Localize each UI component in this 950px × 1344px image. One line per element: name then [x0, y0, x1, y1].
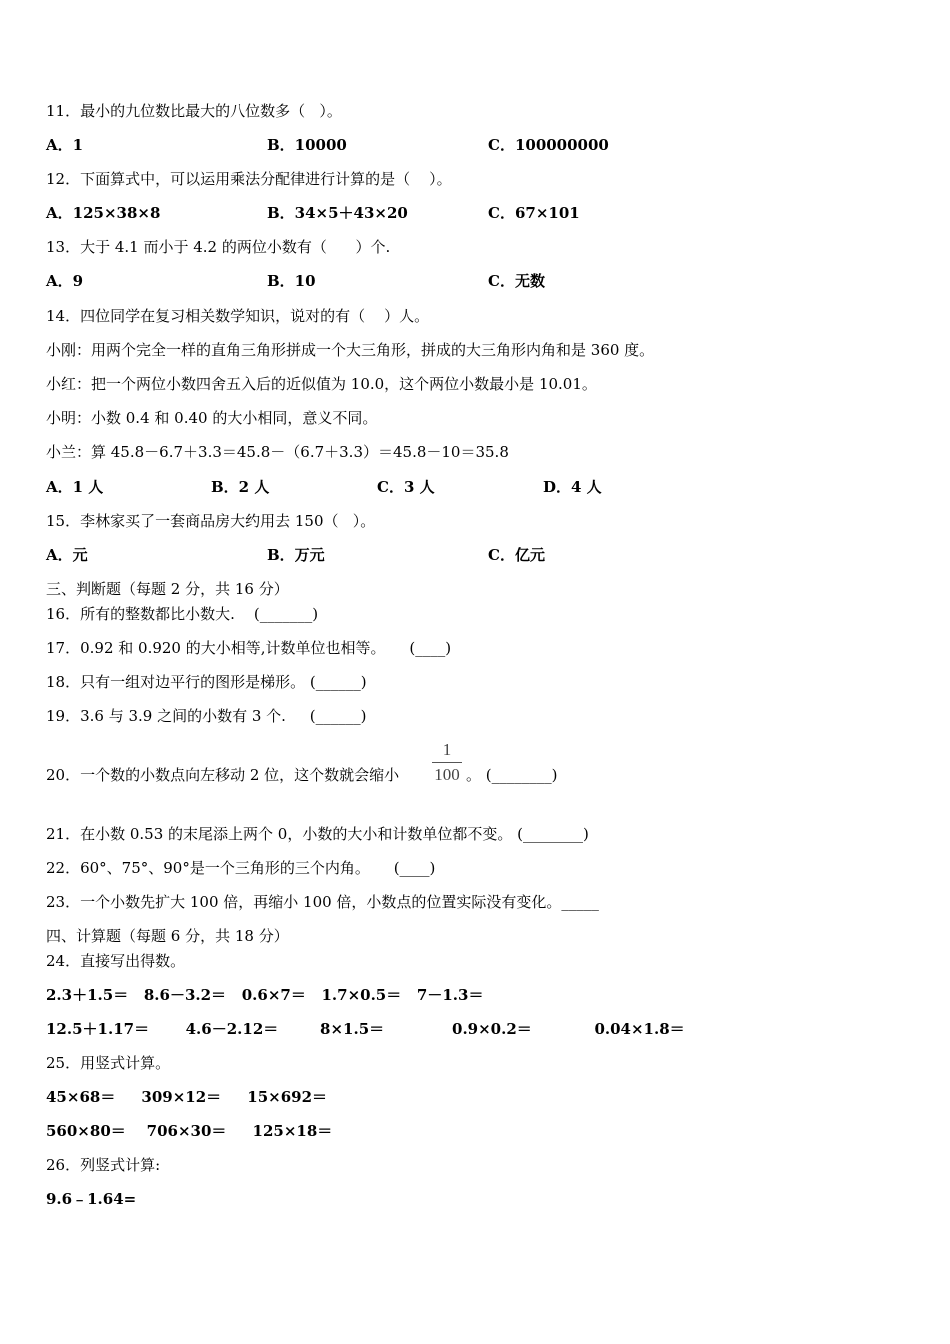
q24-stem: 24．直接写出得数。	[46, 952, 186, 970]
q20-statement-after: 。 (________)	[466, 766, 558, 784]
q15-option-a[interactable]: A．元	[46, 546, 88, 564]
q13-option-b[interactable]: B．10	[267, 272, 316, 290]
q12-option-a[interactable]: A．125×38×8	[46, 204, 161, 222]
section-3-heading: 三、判断题（每题 2 分，共 16 分）	[46, 580, 289, 598]
q13-stem: 13．大于 4.1 而小于 4.2 的两位小数有（ ）个.	[46, 238, 391, 256]
q14-option-d[interactable]: D．4 人	[543, 478, 602, 496]
q24-row-1: 2.3＋1.5＝ 8.6－3.2＝ 0.6×7＝ 1.7×0.5＝ 7－1.3＝	[46, 986, 484, 1004]
section-4-heading: 四、计算题（每题 6 分，共 18 分）	[46, 927, 289, 945]
q20-fraction	[432, 740, 462, 785]
q19-statement: 19．3.6 与 3.9 之间的小数有 3 个. (______)	[46, 707, 367, 725]
q12-stem: 12．下面算式中，可以运用乘法分配律进行计算的是（ ）。	[46, 170, 452, 188]
q20-fraction-bar	[432, 762, 462, 763]
q11-option-b[interactable]: B．10000	[267, 136, 347, 154]
q25-row-1: 45×68＝ 309×12＝ 15×692＝	[46, 1088, 328, 1106]
q15-option-b[interactable]: B．万元	[267, 546, 325, 564]
q12-option-c[interactable]: C．67×101	[488, 204, 580, 222]
q14-statement-xiaoming: 小明：小数 0.4 和 0.40 的大小相同，意义不同。	[46, 409, 378, 427]
q23-statement: 23．一个小数先扩大 100 倍，再缩小 100 倍，小数点的位置实际没有变化。_____	[46, 893, 599, 911]
q18-statement: 18．只有一组对边平行的图形是梯形。 (______)	[46, 673, 367, 691]
q13-option-a[interactable]: A．9	[46, 272, 84, 290]
q24-row-2: 12.5＋1.17＝ 4.6－2.12＝ 8×1.5＝ 0.9×0.2＝ 0.04×1.8＝	[46, 1020, 685, 1038]
q25-stem: 25．用竖式计算。	[46, 1054, 171, 1072]
q14-option-c[interactable]: C．3 人	[377, 478, 435, 496]
q14-option-b[interactable]: B．2 人	[211, 478, 270, 496]
q12-option-b[interactable]: B．34×5＋43×20	[267, 204, 408, 222]
q21-statement: 21．在小数 0.53 的末尾添上两个 0，小数的大小和计数单位都不变。 (________)	[46, 825, 589, 843]
q26-stem: 26．列竖式计算:	[46, 1156, 161, 1174]
q11-option-c[interactable]: C．100000000	[488, 136, 609, 154]
q20-fraction-denominator: 100	[434, 765, 460, 784]
q26-row-1: 9.6﹣1.64=	[46, 1190, 137, 1208]
q20-fraction-numerator: 1	[442, 740, 452, 759]
q20-statement-before: 20．一个数的小数点向左移动 2 位，这个数就会缩小	[46, 766, 400, 784]
q11-stem: 11．最小的九位数比最大的八位数多（ ）。	[46, 102, 342, 120]
q16-statement: 16．所有的整数都比小数大. (_______)	[46, 605, 319, 623]
q14-option-a[interactable]: A．1 人	[46, 478, 104, 496]
q14-statement-xiaohong: 小红：把一个两位小数四舍五入后的近似值为 10.0，这个两位小数最小是 10.01。	[46, 375, 597, 393]
q17-statement: 17．0.92 和 0.920 的大小相等,计数单位也相等。 (____)	[46, 639, 452, 657]
q15-option-c[interactable]: C．亿元	[488, 546, 545, 564]
q14-statement-xiaogang: 小刚：用两个完全一样的直角三角形拼成一个大三角形，拼成的大三角形内角和是 360 度。	[46, 341, 655, 359]
q25-row-2: 560×80＝ 706×30＝ 125×18＝	[46, 1122, 333, 1140]
q11-option-a[interactable]: A．1	[46, 136, 84, 154]
q22-statement: 22．60°、75°、90°是一个三角形的三个内角。 (____)	[46, 859, 436, 877]
q15-stem: 15．李林家买了一套商品房大约用去 150（ ）。	[46, 512, 376, 530]
q14-statement-xiaolan: 小兰：算 45.8－6.7＋3.3＝45.8－（6.7＋3.3）＝45.8－10＝35.8	[46, 443, 509, 461]
q14-stem: 14．四位同学在复习相关数学知识，说对的有（ ）人。	[46, 307, 430, 325]
q13-option-c[interactable]: C．无数	[488, 272, 545, 290]
